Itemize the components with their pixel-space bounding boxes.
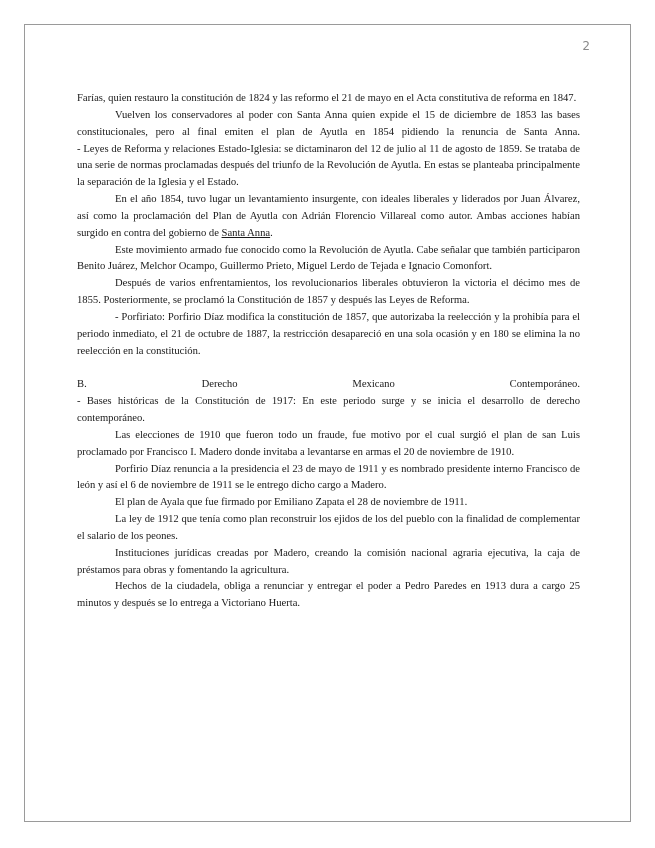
paragraph: Este movimiento armado fue conocido como la Revolución de Ayutla. Cabe señalar que también participaron Benito Juárez, Melchor Ocampo, Guillermo Prieto, Miguel Lerdo de Tejada e Ignacio Comonfort. [77, 244, 580, 273]
paragraph: Instituciones jurídicas creadas por Madero, creando la comisión nacional agraria ejecutiva, la caja de préstamos para obras y fomentando la agricultura. [77, 547, 580, 576]
paragraph-gap [77, 361, 580, 378]
document-page [24, 24, 631, 822]
paragraph: Las elecciones de 1910 que fueron todo un fraude, fue motivo por el cual surgió el plan de san Luis proclamado por Francisco I. Madero donde invitaba a levantarse en armas el 20 de noviembre de 1910. [77, 429, 580, 458]
paragraph: - Bases históricas de la Constitución de 1917: En este periodo surge y se inicia el desarrollo de derecho contemporáneo. [77, 396, 580, 425]
santa-anna-link[interactable]: Santa Anna [221, 227, 271, 239]
document-body [77, 91, 580, 613]
paragraph: El plan de Ayala que fue firmado por Emiliano Zapata el 28 de noviembre de 1911. [115, 497, 468, 509]
section-heading: B. Derecho Mexicano Contemporáneo. [77, 379, 580, 391]
paragraph-end: . [270, 227, 273, 239]
paragraph: La ley de 1912 que tenía como plan reconstruir los ejidos de los del pueblo con la finalidad de complementar el salario de los peones. [77, 514, 580, 542]
paragraph: Vuelven los conservadores al poder con Santa Anna quien expide el 15 de diciembre de 1853 las bases constitucionales, pero al final emiten el plan de Ayutla en 1854 pidiendo la renuncia de Santa Anna. [77, 109, 580, 138]
paragraph: Porfirio Díaz renuncia a la presidencia el 23 de mayo de 1911 y es nombrado presidente interno Francisco de león y así el 6 de noviembre de 1911 se le entrego dicho cargo a Madero. [77, 463, 580, 492]
paragraph [77, 192, 580, 243]
paragraph: - Porfiriato: Porfirio Díaz modifica la constitución de 1857, que autorizaba la reelección y la prohibía para el periodo inmediato, el 21 de octubre de 1887, la restricción desapareció en una sola ocasión y en 180 se elimina la no reelección en la constitución. [77, 311, 580, 357]
paragraph: Después de varios enfrentamientos, los revolucionarios liberales obtuvieron la victoria el décimo mes de 1855. Posteriormente, se proclamó la Constitución de 1857 y después las Leyes de Reforma. [77, 278, 580, 307]
paragraph: Farías, quien restauro la constitución de 1824 y las reformo el 21 de mayo en el Acta constitutiva de reforma en 1847. [77, 93, 577, 104]
paragraph: Hechos de la ciudadela, obliga a renunciar y entregar el poder a Pedro Paredes en 1913 dura a cargo 25 minutos y después se lo entrega a Victoriano Huerta. [77, 581, 580, 610]
paragraph-text: En el año 1854, tuvo lugar un levantamiento insurgente, con ideales liberales y liderados por Juan Álvarez, así como la proclamación del Plan de Ayutla con Adrián Florencio Villareal como autor. Ambas acciones habían surgido en contra del gobierno de [77, 194, 580, 239]
paragraph: - Leyes de Reforma y relaciones Estado-Iglesia: se dictaminaron del 12 de julio al 11 de agosto de 1859. Se trataba de una serie de normas proclamadas después del triunfo de la Revolución de Ayutla. En estas se planteaba principalmente la separación de la Iglesia y el Estado. [77, 143, 580, 189]
page-number: 2 [582, 39, 590, 53]
